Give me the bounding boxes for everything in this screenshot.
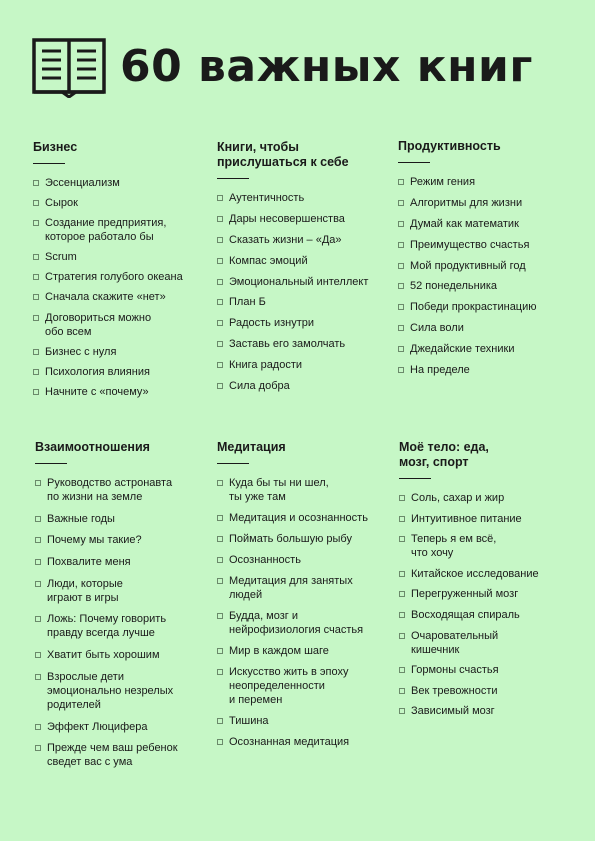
book-item: Алгоритмы для жизни	[398, 196, 574, 210]
section-relationships	[35, 440, 211, 777]
book-item: Руководство астронавта по жизни на земле	[35, 476, 211, 504]
book-item: Аутентичность	[217, 191, 393, 205]
book-item: Сырок	[33, 196, 209, 210]
book-item: Думай как математик	[398, 217, 574, 231]
book-item: Эссенциализм	[33, 176, 209, 190]
book-item: Хватит быть хорошим	[35, 648, 211, 662]
book-item: На пределе	[398, 363, 574, 377]
book-item: Восходящая спираль	[399, 608, 575, 622]
book-item: Сила добра	[217, 379, 393, 393]
page-header	[32, 36, 533, 98]
book-item: Важные годы	[35, 512, 211, 526]
book-item: Мой продуктивный год	[398, 259, 574, 273]
book-item: Начните с «почему»	[33, 385, 209, 399]
book-item: Заставь его замолчать	[217, 337, 393, 351]
book-item: Век тревожности	[399, 684, 575, 698]
section-title: Книги, чтобы прислушаться к себе	[217, 140, 349, 169]
section-underline	[398, 162, 430, 163]
book-item: Преимущество счастья	[398, 238, 574, 252]
book-item: Медитация для занятых людей	[217, 574, 393, 602]
book-item: Поймать большую рыбу	[217, 532, 393, 546]
section-underline	[33, 163, 65, 164]
book-item: Режим гения	[398, 175, 574, 189]
book-item: Осознанная медитация	[217, 735, 393, 749]
section-underline	[399, 478, 431, 479]
book-item: Создание предприятия, которое работало бы	[33, 216, 209, 244]
book-item: Победи прокрастинацию	[398, 300, 574, 314]
book-item: Зависимый мозг	[399, 704, 575, 718]
book-item: Будда, мозг и нейрофизиология счастья	[217, 609, 393, 637]
book-list	[217, 191, 393, 393]
book-item: Компас эмоций	[217, 254, 393, 268]
book-item: Перегруженный мозг	[399, 587, 575, 601]
page-title: 60 важных книг	[120, 41, 533, 92]
book-item: Дары несовершенства	[217, 212, 393, 226]
book-item: План Б	[217, 295, 393, 309]
book-item: Договориться можно обо всем	[33, 311, 209, 339]
section-meditation	[217, 440, 393, 756]
section-underline	[217, 178, 249, 179]
book-item: Тишина	[217, 714, 393, 728]
book-item: Сила воли	[398, 321, 574, 335]
book-list	[217, 476, 393, 749]
section-body-food-brain-sport	[399, 440, 575, 725]
section-title: Моё тело: еда, мозг, спорт	[399, 440, 489, 469]
book-item: Стратегия голубого океана	[33, 270, 209, 284]
book-list	[398, 175, 574, 377]
book-item: Гормоны счастья	[399, 663, 575, 677]
book-item: Книга радости	[217, 358, 393, 372]
book-item: Соль, сахар и жир	[399, 491, 575, 505]
section-title: Взаимоотношения	[35, 440, 150, 454]
book-item: Психология влияния	[33, 365, 209, 379]
book-item: Радость изнутри	[217, 316, 393, 330]
book-item: Очаровательный кишечник	[399, 629, 575, 657]
book-item: Искусство жить в эпоху неопределенности и перемен	[217, 665, 393, 707]
book-item: Китайское исследование	[399, 567, 575, 581]
book-item: Джедайские техники	[398, 342, 574, 356]
book-item: Теперь я ем всё, что хочу	[399, 532, 575, 560]
section-title: Бизнес	[33, 140, 78, 154]
book-list	[35, 476, 211, 769]
section-underline	[217, 463, 249, 464]
book-item: Бизнес с нуля	[33, 345, 209, 359]
book-item: Эффект Люцифера	[35, 720, 211, 734]
book-list	[33, 176, 209, 399]
book-item: Ложь: Почему говорить правду всегда лучше	[35, 612, 211, 640]
book-item: Медитация и осознанность	[217, 511, 393, 525]
section-business	[33, 140, 209, 405]
book-item: Интуитивное питание	[399, 512, 575, 526]
book-item: Эмоциональный интеллект	[217, 275, 393, 289]
book-item: Сказать жизни – «Да»	[217, 233, 393, 247]
section-listen-to-yourself	[217, 140, 393, 400]
section-title: Медитация	[217, 440, 286, 454]
book-item: Почему мы такие?	[35, 533, 211, 547]
section-title: Продуктивность	[398, 139, 501, 153]
book-item: Похвалите меня	[35, 555, 211, 569]
book-item: Scrum	[33, 250, 209, 264]
book-item: 52 понедельника	[398, 279, 574, 293]
open-book-icon	[32, 36, 106, 98]
section-productivity	[398, 139, 574, 384]
book-item: Сначала скажите «нет»	[33, 290, 209, 304]
section-underline	[35, 463, 67, 464]
book-item: Люди, которые играют в игры	[35, 577, 211, 605]
book-item: Взрослые дети эмоционально незрелых родителей	[35, 670, 211, 712]
book-item: Осознанность	[217, 553, 393, 567]
book-item: Мир в каждом шаге	[217, 644, 393, 658]
book-item: Куда бы ты ни шел, ты уже там	[217, 476, 393, 504]
book-list	[399, 491, 575, 718]
book-item: Прежде чем ваш ребенок сведет вас с ума	[35, 741, 211, 769]
